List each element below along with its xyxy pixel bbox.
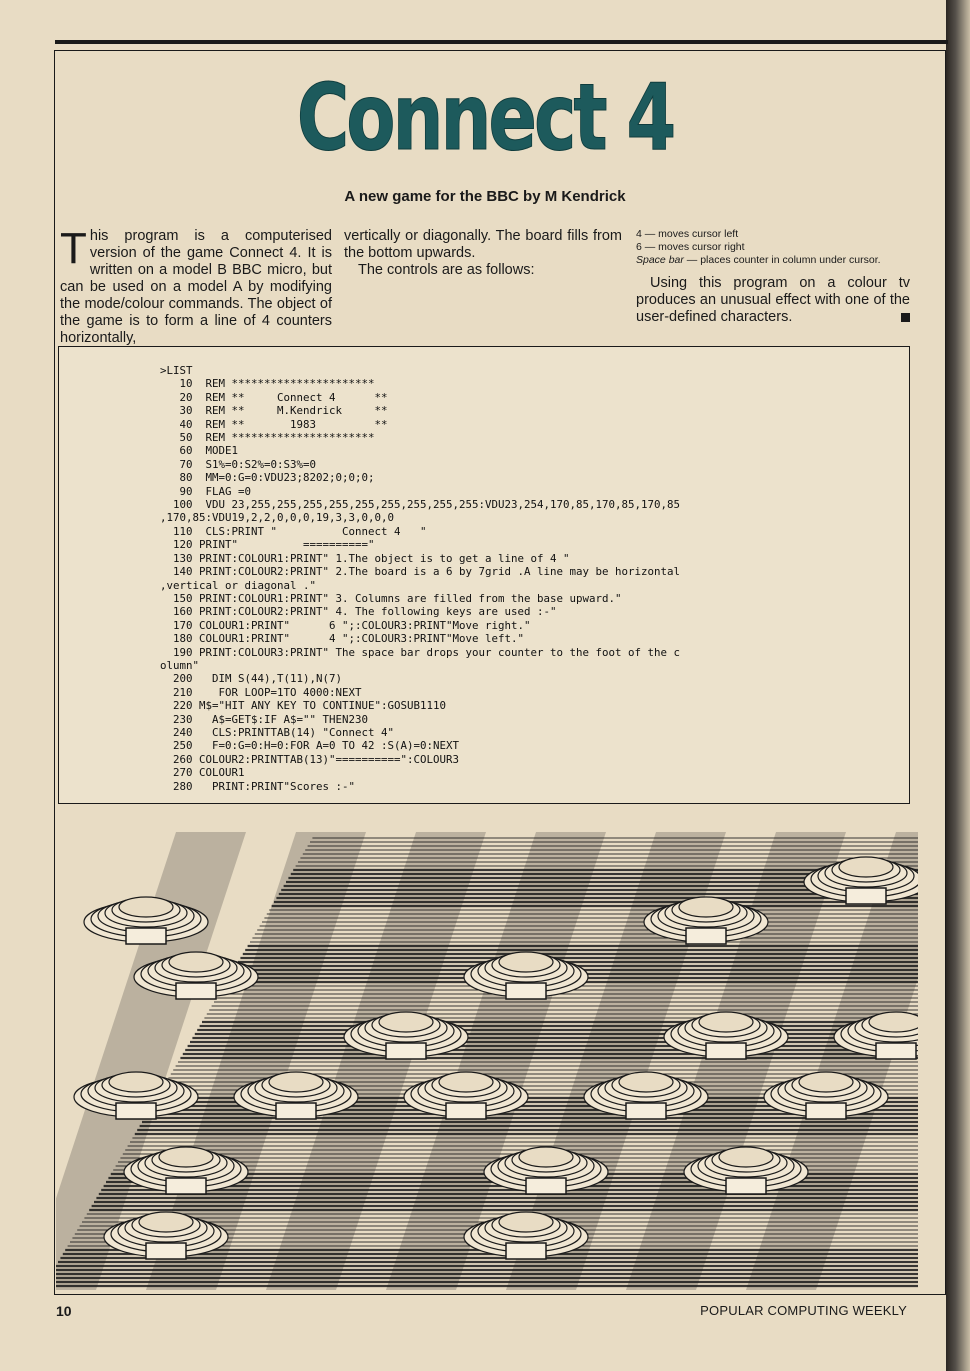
listing-line: 180 COLOUR1:PRINT" 4 ";:COLOUR3:PRINT"Move left." [160,632,525,646]
listing-line: 160 PRINT:COLOUR2:PRINT" 4. The following keys are used :-" [160,605,557,619]
listing-line: 130 PRINT:COLOUR1:PRINT" 1.The object is to get a line of 4 " [160,551,570,565]
listing-line: 30 REM ** M.Kendrick ** [160,404,388,418]
listing-line: >LIST [160,364,193,377]
page-edge [946,0,970,1371]
control-item: 4 — moves cursor left [636,228,739,240]
listing-line: 280 PRINT:PRINT"Scores :-" [160,779,356,793]
listing-line: 200 DIM S(44),T(11),N(7) [160,672,343,686]
listing-line: 270 COLOUR1 [160,766,245,780]
top-rule [55,40,948,44]
listing-line: 120 PRINT" ==========" [160,538,375,552]
intro-text-continued: vertically or diagonally. The board fills from the bottom upwards. [344,228,622,261]
page-number: 10 [56,1303,72,1319]
publication-name: POPULAR COMPUTING WEEKLY [700,1303,907,1318]
controls-intro: The controls are as follows: [358,262,535,278]
intro-text: his program is a computerised version of the game Connect 4. It is written on a model B BBC micro, but can be used on a model A by modifying the mode/colour commands. The object of the game is to form a line of 4 counters horizontally, [60,228,332,346]
article-subtitle: A new game for the BBC by M Kendrick [344,188,626,205]
drop-cap: T [60,224,87,273]
board-illustration [56,832,918,1290]
listing-line: 60 MODE1 [160,444,239,458]
listing-line: 210 FOR LOOP=1TO 4000:NEXT [160,685,362,699]
listing-line: 10 REM ********************** [160,377,375,391]
controls-column [636,228,910,326]
listing-line: 100 VDU 23,255,255,255,255,255,255,255,255,255:VDU23,254,170,85,170,85,170,85 [160,498,681,512]
listing-line: 20 REM ** Connect 4 ** [160,390,388,404]
listing-line: 80 MM=0:G=0:VDU23;8202;0;0;0; [160,471,375,485]
control-item: Space bar — places counter in column under cursor. [636,254,881,266]
listing-line: ,vertical or diagonal ." [160,578,317,592]
listing-line: 50 REM ********************** [160,431,375,445]
control-item: 6 — moves cursor right [636,241,745,253]
closing-text: Using this program on a colour tv produces an unusual effect with one of the user-defined characters. [636,275,910,325]
listing-line: olumn" [160,658,200,672]
listing-line: 190 PRINT:COLOUR3:PRINT" The space bar drops your counter to the foot of the c [160,645,681,659]
intro-column-1 [60,224,332,347]
listing-line: 90 FLAG =0 [160,484,252,498]
listing-line: 250 F=0:G=0:H=0:FOR A=0 TO 42 :S(A)=0:NEXT [160,739,460,753]
listing-line: 240 CLS:PRINTTAB(14) "Connect 4" [160,725,395,739]
end-mark-icon [901,313,910,322]
program-listing [160,364,860,793]
listing-line: ,170,85:VDU19,2,2,0,0,0,19,3,3,0,0,0 [160,511,395,525]
listing-line: 140 PRINT:COLOUR2:PRINT" 2.The board is a 6 by 7grid .A line may be horizontal [160,565,681,579]
listing-line: 220 M$="HIT ANY KEY TO CONTINUE":GOSUB1110 [160,699,447,713]
listing-line: 40 REM ** 1983 ** [160,417,388,431]
listing-line: 150 PRINT:COLOUR1:PRINT" 3. Columns are filled from the base upward." [160,591,622,605]
listing-line: 170 COLOUR1:PRINT" 6 ";:COLOUR3:PRINT"Move right." [160,618,531,632]
listing-line: 230 A$=GET$:IF A$="" THEN230 [160,712,369,726]
article-title: Connect 4 [296,64,674,171]
listing-line: 70 S1%=0:S2%=0:S3%=0 [160,457,317,471]
listing-line: 110 CLS:PRINT " Connect 4 " [160,524,427,538]
intro-column-2 [344,228,622,279]
listing-line: 260 COLOUR2:PRINTTAB(13)"==========":COLOUR3 [160,752,460,766]
controls-list [636,228,910,267]
